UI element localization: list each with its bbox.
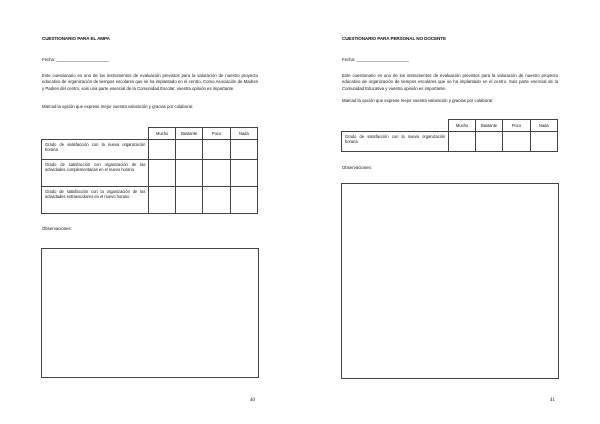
right-page xyxy=(300,0,600,424)
rating-cell-mucho[interactable] xyxy=(149,160,175,187)
rating-cell-poco[interactable] xyxy=(203,187,230,214)
rating-cell-bastante[interactable] xyxy=(175,187,203,214)
right-instruction: Marcad la opción que exprese mejor vuestra valoración y gracias por colaborar. xyxy=(342,98,494,103)
rating-cell-mucho[interactable] xyxy=(149,187,175,214)
table-row xyxy=(342,132,558,152)
column-header: Poco xyxy=(203,128,230,140)
rating-cell-poco[interactable] xyxy=(203,160,230,187)
rating-cell-poco[interactable] xyxy=(503,132,530,152)
column-header: Mucho xyxy=(149,128,175,140)
left-observations-label: Observaciones: xyxy=(42,226,72,231)
right-observations-box[interactable] xyxy=(341,183,559,379)
header-corner xyxy=(42,128,149,140)
column-header: Bastante xyxy=(475,120,503,132)
row-label: Grado de satisfacción con la organización de las actividades extraescolares en el nuevo horario xyxy=(42,187,149,214)
left-intro-paragraph: Este cuestionario es uno de los instrumentos de evaluación previstos para la valoración de nuestro proyecto educativo de organización de tiempos escolares que se ha implantado en el centro. Como Asociación de Madres y Padres del centro, sois una parte esencial de la Comunidad Escolar, vuestra opinión es importante. xyxy=(42,73,258,91)
table-header-row xyxy=(42,128,258,140)
row-label: Grado de satisfacción con la nueva organización horaria xyxy=(42,140,149,160)
column-header: Nada xyxy=(530,120,557,132)
rating-cell-bastante[interactable] xyxy=(175,140,203,160)
row-label: Grado de satisfacción con organización de las actividades complementarias en el nuevo horario xyxy=(42,160,149,187)
right-observations-label: Observaciones: xyxy=(342,165,372,170)
rating-cell-mucho[interactable] xyxy=(449,132,475,152)
column-header: Poco xyxy=(503,120,530,132)
rating-cell-mucho[interactable] xyxy=(149,140,175,160)
column-header: Bastante xyxy=(175,128,203,140)
left-rating-table xyxy=(41,127,258,214)
right-rating-table xyxy=(341,119,558,152)
rating-cell-bastante[interactable] xyxy=(175,160,203,187)
table-row xyxy=(42,160,258,187)
right-date-field[interactable]: Fecha: ______________________ xyxy=(342,57,409,62)
rating-cell-nada[interactable] xyxy=(230,187,257,214)
rating-cell-poco[interactable] xyxy=(203,140,230,160)
left-date-field[interactable]: Fecha: ______________________ xyxy=(42,57,109,62)
row-label: Grado de satisfacción con la nueva organización horaria xyxy=(342,132,449,152)
left-page-number: 40 xyxy=(250,398,255,403)
rating-cell-nada[interactable] xyxy=(530,132,557,152)
header-corner xyxy=(342,120,449,132)
column-header: Nada xyxy=(230,128,257,140)
left-page-title: CUESTIONARIO PARA EL AMPA xyxy=(42,36,110,41)
rating-cell-nada[interactable] xyxy=(230,160,257,187)
table-row xyxy=(42,140,258,160)
table-row xyxy=(42,187,258,214)
left-observations-box[interactable] xyxy=(41,248,259,378)
table-header-row xyxy=(342,120,558,132)
right-page-title: CUESTIONARIO PARA PERSONAL NO DOCENTE xyxy=(342,36,446,41)
column-header: Mucho xyxy=(449,120,475,132)
right-page-number: 41 xyxy=(550,398,555,403)
rating-cell-bastante[interactable] xyxy=(475,132,503,152)
rating-cell-nada[interactable] xyxy=(230,140,257,160)
left-instruction: Marcad la opción que exprese mejor vuestra valoración y gracias por colaborar. xyxy=(42,104,194,109)
right-intro-paragraph: Este cuestionario es uno de los instrumentos de evaluación previstos para la valoración de nuestro proyecto educativo de organización de tiempos escolares que se ha implantado en el centro. Sois parte esencial de la Comunidad Educativa y vuestra opinión es importante. xyxy=(342,73,558,91)
